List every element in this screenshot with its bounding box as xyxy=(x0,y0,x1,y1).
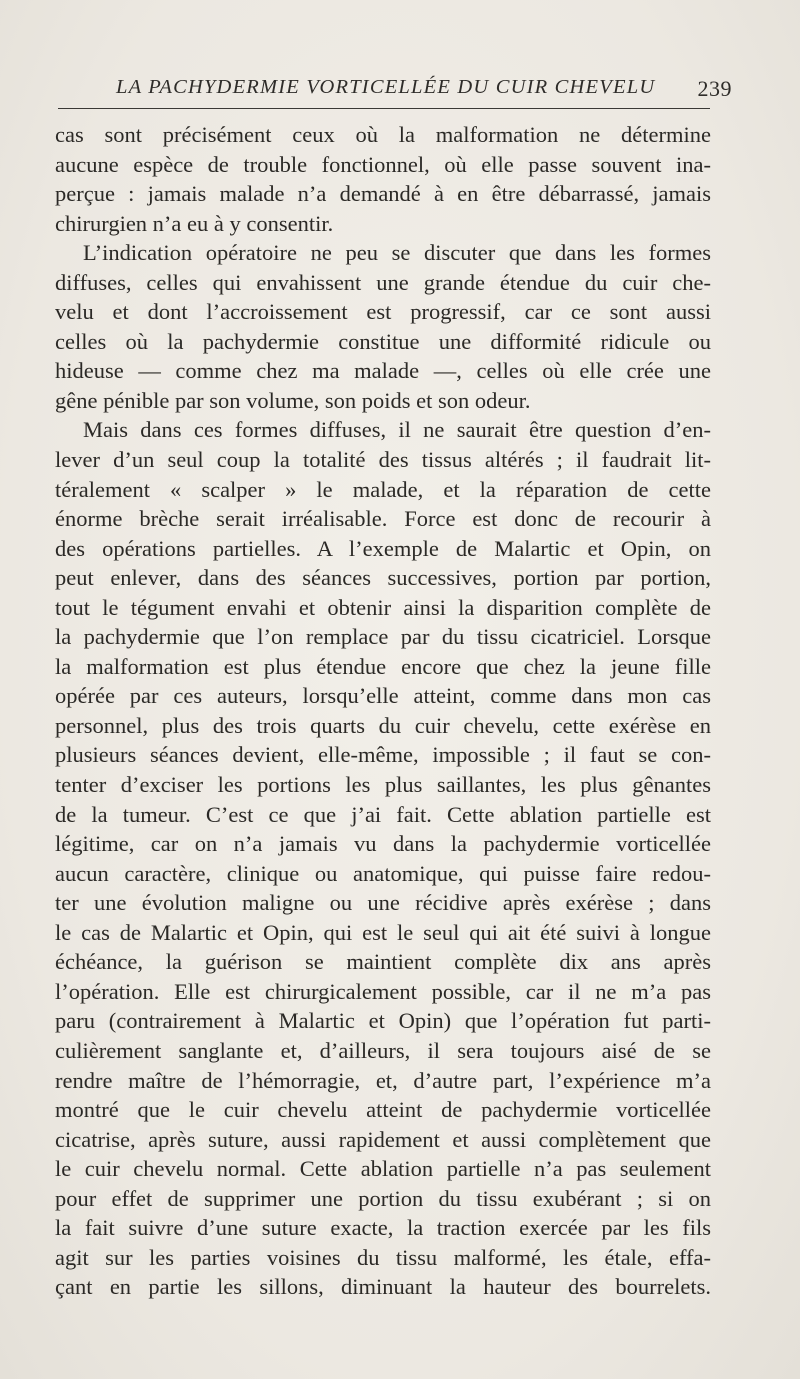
text-line: la fait suivre d’une suture exacte, la traction exercée par les fils xyxy=(55,1215,711,1241)
text-line: lever d’un seul coup la totalité des tissus altérés ; il faudrait lit- xyxy=(55,447,711,473)
text-line: échéance, la guérison se maintient complète dix ans après xyxy=(55,949,711,975)
text-line: de la tumeur. C’est ce que j’ai fait. Cette ablation partielle est xyxy=(55,801,711,827)
text-line: des opérations partielles. A l’exemple de Malartic et Opin, on xyxy=(55,535,711,561)
text-line: hideuse — comme chez ma malade —, celles où elle crée une xyxy=(55,358,711,384)
page-number: 239 xyxy=(697,76,732,101)
text-line: montré que le cuir chevelu atteint de pachydermie vorticellée xyxy=(55,1097,711,1123)
running-title: LA PACHYDERMIE VORTICELLÉE DU CUIR CHEVELU xyxy=(116,76,656,98)
text-line: l’opération. Elle est chirurgicalement possible, car il ne m’a pas xyxy=(55,978,711,1004)
text-line: gêne pénible par son volume, son poids et son odeur. xyxy=(55,387,531,413)
text-line: ter une évolution maligne ou une récidive après exérèse ; dans xyxy=(55,890,711,916)
running-head xyxy=(58,72,738,106)
body-text xyxy=(55,120,711,1302)
text-line: perçue : jamais malade n’a demandé à en être débarrassé, jamais xyxy=(55,181,711,207)
text-line: légitime, car on n’a jamais vu dans la pachydermie vorticellée xyxy=(55,831,711,857)
text-line: opérée par ces auteurs, lorsqu’elle atteint, comme dans mon cas xyxy=(55,683,711,709)
text-line: téralement « scalper » le malade, et la réparation de cette xyxy=(55,476,711,502)
text-line: Mais dans ces formes diffuses, il ne saurait être question d’en- xyxy=(83,417,711,443)
text-line: aucune espèce de trouble fonctionnel, où elle passe souvent ina- xyxy=(55,151,711,177)
text-line: aucun caractère, clinique ou anatomique, qui puisse faire redou- xyxy=(55,860,711,886)
text-line: diffuses, celles qui envahissent une grande étendue du cuir che- xyxy=(55,269,711,295)
text-line: cicatrise, après suture, aussi rapidement et aussi complètement que xyxy=(55,1126,711,1152)
text-line: peut enlever, dans des séances successives, portion par portion, xyxy=(55,565,711,591)
text-line: le cuir chevelu normal. Cette ablation partielle n’a pas seulement xyxy=(55,1156,711,1182)
text-line: énorme brèche serait irréalisable. Force est donc de recourir à xyxy=(55,506,711,532)
text-line: çant en partie les sillons, diminuant la hauteur des bourrelets. xyxy=(55,1274,711,1300)
text-line: le cas de Malartic et Opin, qui est le seul qui ait été suivi à longue xyxy=(55,919,711,945)
text-line: cas sont précisément ceux où la malformation ne détermine xyxy=(55,122,711,147)
text-line: paru (contrairement à Malartic et Opin) que l’opération fut parti- xyxy=(55,1008,711,1034)
text-line: culièrement sanglante et, d’ailleurs, il sera toujours aisé de se xyxy=(55,1037,711,1063)
text-line: chirurgien n’a eu à y consentir. xyxy=(55,210,334,236)
text-line: celles où la pachydermie constitue une difformité ridicule ou xyxy=(55,328,711,354)
text-line: agit sur les parties voisines du tissu malformé, les étale, effa- xyxy=(55,1244,711,1270)
header-rule xyxy=(58,108,710,109)
text-line: tenter d’exciser les portions les plus saillantes, les plus gênantes xyxy=(55,772,711,798)
text-line: personnel, plus des trois quarts du cuir chevelu, cette exérèse en xyxy=(55,712,711,738)
text-line: la pachydermie que l’on remplace par du tissu cicatriciel. Lorsque xyxy=(55,624,711,650)
text-line: rendre maître de l’hémorragie, et, d’autre part, l’expérience m’a xyxy=(55,1067,711,1093)
text-line: velu et dont l’accroissement est progressif, car ce sont aussi xyxy=(55,299,711,325)
text-line: pour effet de supprimer une portion du tissu exubérant ; si on xyxy=(55,1185,711,1211)
text-line: plusieurs séances devient, elle-même, impossible ; il faut se con- xyxy=(55,742,711,768)
text-line: L’indication opératoire ne peu se discuter que dans les formes xyxy=(83,240,711,266)
text-line: tout le tégument envahi et obtenir ainsi la disparition complète de xyxy=(55,594,711,620)
text-line: la malformation est plus étendue encore que chez la jeune fille xyxy=(55,653,711,679)
